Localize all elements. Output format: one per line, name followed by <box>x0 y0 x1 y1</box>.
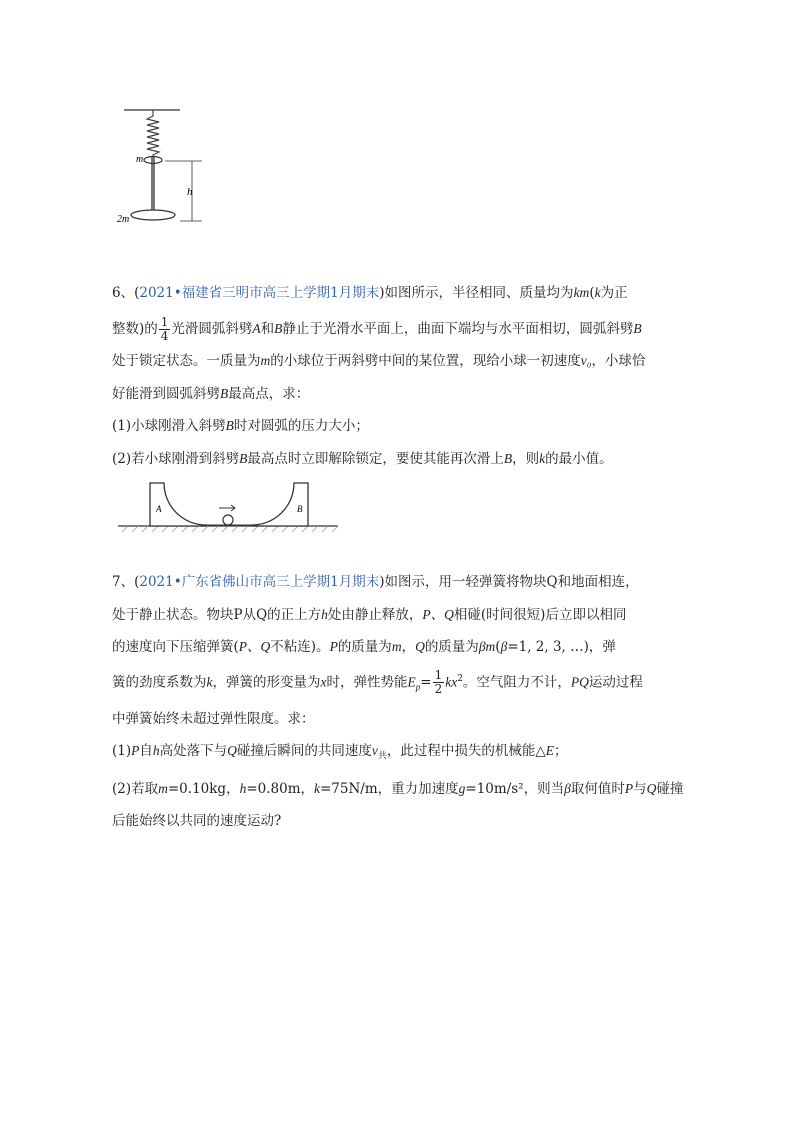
problem-7 <box>112 567 692 838</box>
label-2m: 2m <box>117 214 130 225</box>
source-dot: • <box>173 574 182 590</box>
problem-6-line-4: 好能滑到圆弧斜劈B最高点，求： <box>112 385 310 402</box>
problem-6-line-1: 6、(2021•福建省三明市高三上学期1月期末)如图所示，半径相同、质量均为km(k为正 <box>112 285 628 301</box>
wedges-figure <box>118 478 340 534</box>
label-m: m <box>136 154 144 165</box>
problem-6 <box>112 277 692 476</box>
problem-7-line-4: 簧的劲度系数为k，弹簧的形变量为x时，弹性势能$E_p=$ $\frac{1}{2}$ $kx^2$。空气阻力不计，PQ运动过程 <box>112 668 643 697</box>
problem-7-question-2: (2)若取m=0.10kg，h=0.80m，k=75N/m，重力加速度g=10m/s²，则当β取何值时P与Q碰撞 <box>112 781 684 798</box>
source-dot: • <box>173 285 182 301</box>
problem-7-question-1: (1)P自h高处落下与Q碰撞后瞬间的共同速度$v_共$，此过程中损失的机械能△E； <box>112 743 568 762</box>
problem-7-line-5: 中弹簧始终未超过弹性限度。求： <box>112 710 315 727</box>
problem-7-line-3: 的速度向下压缩弹簧(P、Q不粘连)。P的质量为m，Q的质量为βm(β=1, 2, 3, …)，弹 <box>112 639 616 656</box>
problem-6-line-2: 整数)的 $\frac{1}{4}$ 光滑圆弧斜劈A和B静止于光滑水平面上，曲面下端均与水平面相切，圆弧斜劈B <box>112 314 642 343</box>
problem-6-question-1: (1)小球刚滑入斜劈B时对圆弧的压力大小； <box>112 418 369 435</box>
problem-7-line-1: 7、(2021•广东省佛山市高三上学期1月期末)如图示，用一轻弹簧将物块Q和地面相连， <box>112 574 639 590</box>
fraction-half: $\frac{1}{2}$ <box>434 668 443 697</box>
source-name: 广东省佛山市高三上学期1月期末 <box>181 574 380 590</box>
problem-6-line-3: 处于锁定状态。一质量为m的小球位于两斜劈中间的某位置，现给小球一初速度v₀，小球恰 <box>112 353 646 370</box>
label-h: h <box>187 186 193 198</box>
source-name: 福建省三明市高三上学期1月期末 <box>181 285 380 301</box>
wedge-b-label: B <box>297 504 303 514</box>
fraction-quarter: $\frac{1}{4}$ <box>160 314 169 343</box>
source-year: 2021 <box>139 574 174 590</box>
source-year: 2021 <box>139 285 174 301</box>
wedge-a-label: A <box>156 504 162 514</box>
problem-6-question-2: (2)若小球刚滑到斜劈B最高点时立即解除锁定，要使其能再次滑上B，则k的最小值。 <box>112 450 613 467</box>
problem-7-question-2-cont: 后能始终以共同的速度运动? <box>112 813 282 830</box>
spring-figure <box>110 100 220 230</box>
problem-7-line-2: 处于静止状态。物块P从Q的正上方h处由静止释放，P、Q相碰(时间很短)后立即以相同 <box>112 606 627 623</box>
